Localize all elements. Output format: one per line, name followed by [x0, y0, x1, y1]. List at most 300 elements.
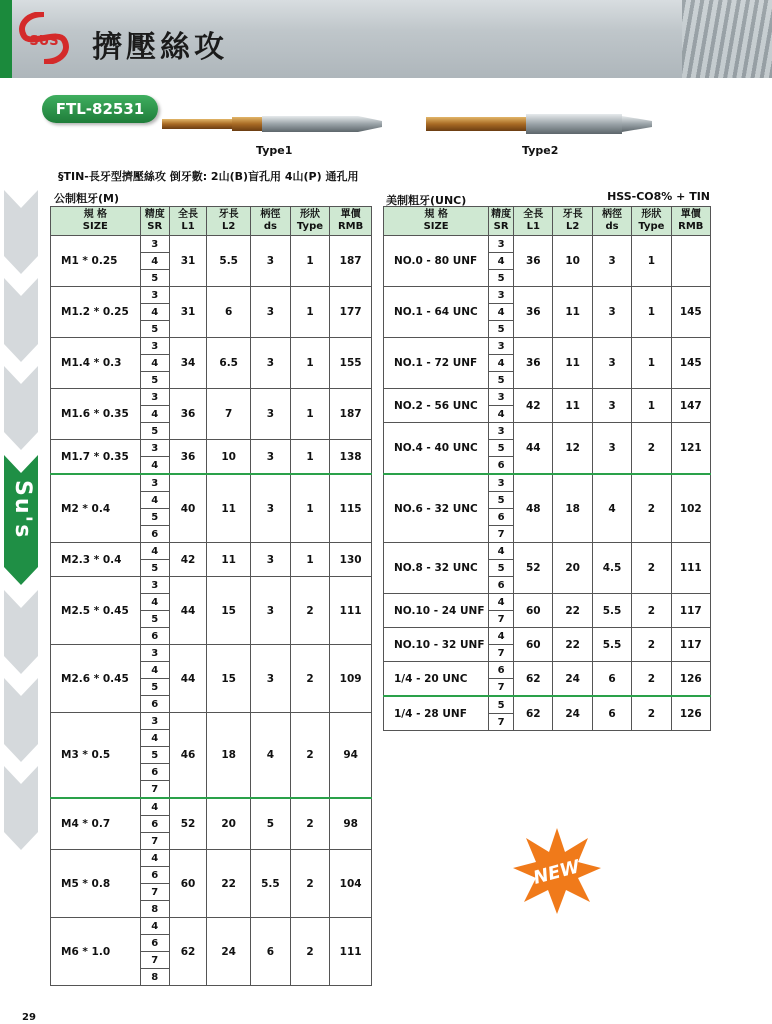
size-cell: M5 * 0.8 — [51, 850, 141, 918]
column-header-zh: 精度 — [491, 209, 512, 220]
ds-cell: 3 — [251, 440, 291, 475]
table-row — [384, 594, 711, 611]
l2-cell: 10 — [553, 236, 592, 287]
sr-cell: 6 — [140, 764, 169, 781]
l1-cell: 36 — [514, 338, 553, 389]
sr-cell: 5 — [140, 679, 169, 696]
rmb-cell: 155 — [330, 338, 372, 389]
sr-cell: 3 — [489, 236, 514, 253]
l1-cell: 40 — [169, 474, 207, 543]
page-number: 29 — [22, 1012, 36, 1023]
size-cell: NO.1 - 64 UNC — [384, 287, 489, 338]
sr-cell: 4 — [140, 662, 169, 679]
sr-cell: 4 — [140, 355, 169, 372]
brand-vertical-text: Su's — [10, 480, 35, 540]
sr-cell: 5 — [140, 509, 169, 526]
table-row — [51, 798, 372, 816]
size-cell: M2.5 * 0.45 — [51, 577, 141, 645]
sr-cell: 5 — [489, 492, 514, 509]
l1-cell: 31 — [169, 236, 207, 287]
column-header-zh: 單價 — [340, 209, 361, 220]
table-row — [51, 338, 372, 355]
table-row — [384, 236, 711, 253]
l2-cell: 5.5 — [207, 236, 251, 287]
type-cell: 2 — [290, 577, 330, 645]
sr-cell: 5 — [489, 560, 514, 577]
l2-cell: 11 — [553, 338, 592, 389]
sr-cell: 3 — [489, 423, 514, 440]
size-cell: M6 * 1.0 — [51, 918, 141, 986]
l1-cell: 36 — [169, 389, 207, 440]
column-header-en: SIZE — [423, 221, 449, 232]
sr-cell: 6 — [140, 696, 169, 713]
sr-cell: 7 — [489, 714, 514, 731]
column-header-en: ds — [263, 221, 277, 232]
l2-cell: 11 — [207, 474, 251, 543]
size-cell: NO.8 - 32 UNC — [384, 543, 489, 594]
sr-cell: 3 — [140, 474, 169, 492]
sr-cell: 6 — [489, 457, 514, 475]
l1-cell: 31 — [169, 287, 207, 338]
size-cell: 1/4 - 28 UNF — [384, 696, 489, 731]
sr-cell: 3 — [489, 389, 514, 406]
l2-cell: 12 — [553, 423, 592, 475]
sr-cell: 7 — [140, 952, 169, 969]
l1-cell: 62 — [169, 918, 207, 986]
ds-cell: 4.5 — [592, 543, 631, 594]
ds-cell: 6 — [592, 662, 631, 697]
column-header-zh: 規 格 — [83, 209, 108, 220]
column-header-en: L1 — [181, 221, 195, 232]
metric-section-title: 公制粗牙(M) — [54, 192, 120, 205]
rmb-cell: 126 — [671, 662, 710, 697]
ds-cell: 3 — [251, 236, 291, 287]
ds-cell: 3 — [592, 236, 631, 287]
rmb-cell: 121 — [671, 423, 710, 475]
type1-label: Type1 — [256, 144, 293, 157]
type-cell: 1 — [290, 338, 330, 389]
sr-cell: 3 — [140, 440, 169, 457]
type-cell: 1 — [290, 543, 330, 577]
column-header-zh: 柄徑 — [602, 209, 622, 220]
type2-label: Type2 — [522, 144, 559, 157]
l2-cell: 20 — [207, 798, 251, 850]
type-cell: 2 — [632, 696, 671, 731]
sr-cell: 4 — [140, 850, 169, 867]
ds-cell: 4 — [592, 474, 631, 543]
table-row — [51, 850, 372, 867]
sr-cell: 7 — [140, 833, 169, 850]
column-header — [632, 207, 671, 236]
sr-cell: 5 — [140, 611, 169, 628]
table-row — [51, 713, 372, 730]
type-cell: 2 — [290, 798, 330, 850]
l1-cell: 46 — [169, 713, 207, 799]
l1-cell: 36 — [169, 440, 207, 475]
page-header — [0, 0, 772, 78]
sr-cell: 7 — [489, 611, 514, 628]
l2-cell: 22 — [553, 628, 592, 662]
size-cell: NO.2 - 56 UNC — [384, 389, 489, 423]
size-cell: NO.10 - 24 UNF — [384, 594, 489, 628]
header-decoration — [682, 0, 772, 78]
sr-cell: 4 — [140, 918, 169, 935]
table-row — [384, 423, 711, 440]
l2-cell: 11 — [553, 287, 592, 338]
l1-cell: 48 — [514, 474, 553, 543]
product-code-badge: FTL-82531 — [42, 95, 158, 123]
type-cell: 2 — [290, 713, 330, 799]
sr-cell: 7 — [489, 645, 514, 662]
sr-cell: 6 — [489, 662, 514, 679]
tap-type2-image — [426, 110, 658, 138]
type-cell: 1 — [290, 440, 330, 475]
tap-type1-image — [162, 112, 388, 138]
rmb-cell: 102 — [671, 474, 710, 543]
table-row — [51, 645, 372, 662]
ds-cell: 5.5 — [251, 850, 291, 918]
table-row — [51, 236, 372, 253]
l2-cell: 22 — [207, 850, 251, 918]
table-row — [51, 287, 372, 304]
sr-cell: 5 — [489, 440, 514, 457]
size-cell: NO.6 - 32 UNC — [384, 474, 489, 543]
table-row — [384, 628, 711, 645]
type-cell: 2 — [632, 474, 671, 543]
sr-cell: 6 — [489, 577, 514, 594]
l2-cell: 18 — [207, 713, 251, 799]
size-cell: M1.6 * 0.35 — [51, 389, 141, 440]
column-header — [140, 207, 169, 236]
column-header-en: RMB — [678, 221, 704, 232]
l1-cell: 44 — [169, 577, 207, 645]
sr-cell: 4 — [489, 543, 514, 560]
column-header-en: Type — [638, 221, 665, 232]
type-cell: 2 — [632, 628, 671, 662]
l1-cell: 36 — [514, 236, 553, 287]
sr-cell: 3 — [140, 645, 169, 662]
sr-cell: 4 — [489, 594, 514, 611]
side-decoration — [4, 190, 38, 850]
sr-cell: 3 — [140, 389, 169, 406]
l1-cell: 34 — [169, 338, 207, 389]
sr-cell: 5 — [140, 560, 169, 577]
table-row — [384, 474, 711, 492]
size-cell: M1.7 * 0.35 — [51, 440, 141, 475]
type-cell: 2 — [290, 918, 330, 986]
column-header-zh: 柄徑 — [260, 209, 281, 220]
type-cell: 2 — [632, 543, 671, 594]
size-cell: NO.0 - 80 UNF — [384, 236, 489, 287]
column-header-zh: 形狀 — [299, 209, 320, 220]
sr-cell: 6 — [140, 816, 169, 833]
ds-cell: 3 — [251, 287, 291, 338]
column-header — [251, 207, 291, 236]
rmb-cell: 98 — [330, 798, 372, 850]
new-badge — [512, 826, 602, 916]
column-header-en: ds — [605, 221, 619, 232]
sr-cell: 3 — [140, 287, 169, 304]
sr-cell: 5 — [140, 372, 169, 389]
sr-cell: 6 — [140, 867, 169, 884]
column-header-zh: 單價 — [680, 209, 701, 220]
l1-cell: 62 — [514, 696, 553, 731]
size-cell: 1/4 - 20 UNC — [384, 662, 489, 697]
size-cell: M1 * 0.25 — [51, 236, 141, 287]
type-cell: 1 — [632, 389, 671, 423]
ds-cell: 4 — [251, 713, 291, 799]
column-header-en: SR — [493, 221, 509, 232]
header-accent — [0, 0, 12, 78]
l2-cell: 7 — [207, 389, 251, 440]
l2-cell: 11 — [207, 543, 251, 577]
type-cell: 1 — [632, 236, 671, 287]
sr-cell: 3 — [489, 287, 514, 304]
material-label: HSS-CO8% + TIN — [607, 190, 710, 203]
l2-cell: 15 — [207, 577, 251, 645]
l1-cell: 42 — [514, 389, 553, 423]
logo-text: SUS — [29, 34, 59, 49]
l2-cell: 24 — [553, 696, 592, 731]
type-cell: 2 — [632, 423, 671, 475]
rmb-cell: 109 — [330, 645, 372, 713]
l2-cell: 22 — [553, 594, 592, 628]
column-header — [514, 207, 553, 236]
type-cell: 1 — [632, 338, 671, 389]
sr-cell: 3 — [140, 577, 169, 594]
size-cell: M2 * 0.4 — [51, 474, 141, 543]
rmb-cell: 126 — [671, 696, 710, 731]
sr-cell: 7 — [489, 526, 514, 543]
column-header — [330, 207, 372, 236]
size-cell: NO.1 - 72 UNF — [384, 338, 489, 389]
column-header — [207, 207, 251, 236]
ds-cell: 3 — [251, 474, 291, 543]
ds-cell: 5 — [251, 798, 291, 850]
table-row — [384, 287, 711, 304]
type-cell: 2 — [290, 850, 330, 918]
column-header — [290, 207, 330, 236]
l1-cell: 44 — [514, 423, 553, 475]
size-cell: NO.4 - 40 UNC — [384, 423, 489, 475]
column-header-zh: 精度 — [144, 209, 165, 220]
rmb-cell: 147 — [671, 389, 710, 423]
unc-section-title: 美制粗牙(UNC) — [386, 194, 467, 207]
size-cell: M2.3 * 0.4 — [51, 543, 141, 577]
sr-cell: 5 — [489, 696, 514, 714]
sr-cell: 4 — [140, 798, 169, 816]
sr-cell: 4 — [140, 406, 169, 423]
column-header-zh: 規 格 — [424, 209, 448, 220]
ds-cell: 3 — [592, 287, 631, 338]
sr-cell: 4 — [140, 543, 169, 560]
column-header — [592, 207, 631, 236]
sr-cell: 7 — [489, 679, 514, 697]
sr-cell: 3 — [489, 338, 514, 355]
rmb-cell: 177 — [330, 287, 372, 338]
rmb-cell: 115 — [330, 474, 372, 543]
product-subtitle: §TIN-長牙型擠壓絲攻 倒牙數: 2山(B)盲孔用 4山(P) 通孔用 — [58, 170, 359, 183]
table-row — [51, 543, 372, 560]
l2-cell: 20 — [553, 543, 592, 594]
l1-cell: 60 — [514, 628, 553, 662]
rmb-cell: 145 — [671, 287, 710, 338]
l2-cell: 24 — [207, 918, 251, 986]
rmb-cell: 187 — [330, 236, 372, 287]
ds-cell: 3 — [251, 389, 291, 440]
l1-cell: 62 — [514, 662, 553, 697]
rmb-cell: 130 — [330, 543, 372, 577]
column-header-zh: 牙長 — [218, 209, 239, 220]
rmb-cell: 145 — [671, 338, 710, 389]
sr-cell: 5 — [140, 270, 169, 287]
sr-cell: 4 — [489, 628, 514, 645]
type-cell: 2 — [632, 594, 671, 628]
sr-cell: 4 — [489, 406, 514, 423]
sr-cell: 4 — [489, 355, 514, 372]
sr-cell: 4 — [140, 492, 169, 509]
l2-cell: 18 — [553, 474, 592, 543]
sr-cell: 8 — [140, 969, 169, 986]
l1-cell: 44 — [169, 645, 207, 713]
rmb-cell — [671, 236, 710, 287]
rmb-cell: 117 — [671, 594, 710, 628]
table-row — [384, 696, 711, 714]
sr-cell: 6 — [489, 509, 514, 526]
column-header-zh: 牙長 — [562, 209, 583, 220]
sr-cell: 5 — [489, 270, 514, 287]
l2-cell: 24 — [553, 662, 592, 697]
sr-cell: 4 — [140, 457, 169, 475]
sr-cell: 3 — [489, 474, 514, 492]
type-cell: 1 — [290, 474, 330, 543]
ds-cell: 5.5 — [592, 594, 631, 628]
size-cell: M1.2 * 0.25 — [51, 287, 141, 338]
ds-cell: 5.5 — [592, 628, 631, 662]
column-header-zh: 形狀 — [641, 209, 662, 220]
table-row — [384, 662, 711, 679]
sr-cell: 6 — [140, 628, 169, 645]
table-row — [51, 474, 372, 492]
rmb-cell: 111 — [330, 918, 372, 986]
sr-cell: 5 — [140, 321, 169, 338]
size-cell: M1.4 * 0.3 — [51, 338, 141, 389]
sr-cell: 7 — [140, 781, 169, 799]
column-header-en: Type — [296, 221, 324, 232]
sus-logo — [14, 12, 74, 64]
sr-cell: 3 — [140, 236, 169, 253]
column-header-en: RMB — [337, 221, 364, 232]
sr-cell: 4 — [489, 304, 514, 321]
l2-cell: 6 — [207, 287, 251, 338]
type-cell: 2 — [632, 662, 671, 697]
type-cell: 2 — [290, 645, 330, 713]
l1-cell: 60 — [514, 594, 553, 628]
sr-cell: 4 — [140, 730, 169, 747]
l2-cell: 15 — [207, 645, 251, 713]
l1-cell: 60 — [169, 850, 207, 918]
metric-spec-table — [50, 206, 372, 986]
sr-cell: 8 — [140, 901, 169, 918]
l1-cell: 42 — [169, 543, 207, 577]
new-badge-text: NEW — [531, 856, 583, 889]
column-header — [51, 207, 141, 236]
ds-cell: 6 — [592, 696, 631, 731]
table-row — [51, 389, 372, 406]
column-header-zh: 全長 — [523, 209, 544, 220]
sr-cell: 3 — [140, 713, 169, 730]
column-header-en: L1 — [526, 221, 540, 232]
column-header — [671, 207, 710, 236]
ds-cell: 3 — [592, 338, 631, 389]
ds-cell: 3 — [251, 338, 291, 389]
type-cell: 1 — [632, 287, 671, 338]
table-row — [384, 389, 711, 406]
sr-cell: 3 — [140, 338, 169, 355]
type-cell: 1 — [290, 236, 330, 287]
sr-cell: 5 — [489, 372, 514, 389]
unc-spec-table — [383, 206, 711, 731]
ds-cell: 3 — [592, 389, 631, 423]
ds-cell: 3 — [592, 423, 631, 475]
column-header-en: SR — [147, 221, 163, 232]
sr-cell: 7 — [140, 884, 169, 901]
rmb-cell: 117 — [671, 628, 710, 662]
type-cell: 1 — [290, 287, 330, 338]
column-header-en: L2 — [565, 221, 580, 232]
size-cell: NO.10 - 32 UNF — [384, 628, 489, 662]
column-header-en: SIZE — [82, 221, 108, 232]
table-row — [384, 338, 711, 355]
column-header-zh: 全長 — [178, 209, 199, 220]
column-header — [169, 207, 207, 236]
sr-cell: 4 — [140, 304, 169, 321]
sr-cell: 4 — [140, 594, 169, 611]
l2-cell: 10 — [207, 440, 251, 475]
rmb-cell: 111 — [671, 543, 710, 594]
size-cell: M4 * 0.7 — [51, 798, 141, 850]
rmb-cell: 111 — [330, 577, 372, 645]
size-cell: M3 * 0.5 — [51, 713, 141, 799]
sr-cell: 5 — [140, 747, 169, 764]
sr-cell: 6 — [140, 935, 169, 952]
table-row — [51, 440, 372, 457]
ds-cell: 6 — [251, 918, 291, 986]
rmb-cell: 104 — [330, 850, 372, 918]
rmb-cell: 94 — [330, 713, 372, 799]
sr-cell: 5 — [140, 423, 169, 440]
column-header — [553, 207, 592, 236]
l1-cell: 36 — [514, 287, 553, 338]
table-row — [51, 577, 372, 594]
ds-cell: 3 — [251, 577, 291, 645]
type-cell: 1 — [290, 389, 330, 440]
sr-cell: 5 — [489, 321, 514, 338]
ds-cell: 3 — [251, 645, 291, 713]
sr-cell: 4 — [140, 253, 169, 270]
l1-cell: 52 — [169, 798, 207, 850]
column-header-en: L2 — [222, 221, 236, 232]
size-cell: M2.6 * 0.45 — [51, 645, 141, 713]
l1-cell: 52 — [514, 543, 553, 594]
rmb-cell: 187 — [330, 389, 372, 440]
rmb-cell: 138 — [330, 440, 372, 475]
sr-cell: 6 — [140, 526, 169, 543]
column-header — [489, 207, 514, 236]
sr-cell: 4 — [489, 253, 514, 270]
table-row — [384, 543, 711, 560]
ds-cell: 3 — [251, 543, 291, 577]
